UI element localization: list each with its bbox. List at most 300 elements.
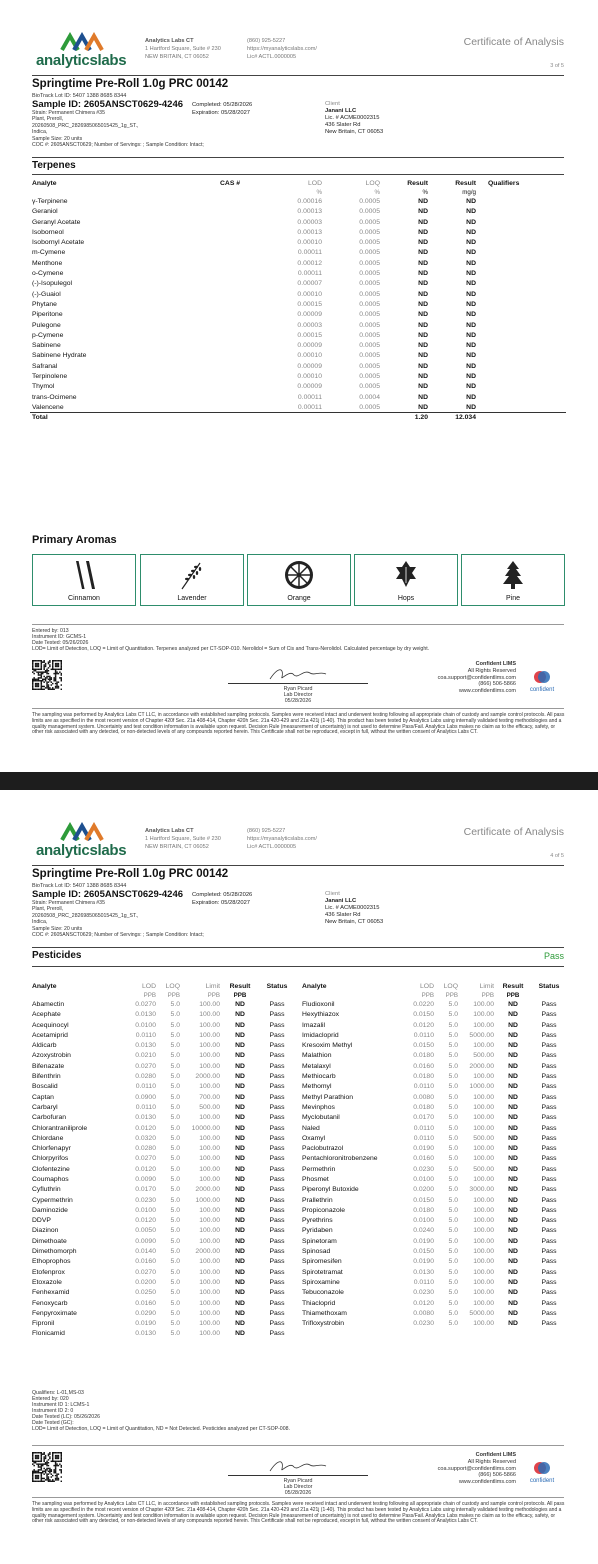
lod-value: 0.00015: [297, 331, 322, 339]
qualifier: [478, 392, 566, 402]
signer-name: Ryan Picard: [283, 1478, 313, 1484]
disclaimer: The sampling was performed by Analytics Labs CT LLC, in accordance with established sampling protocols. Samples were received intact and underwent testing following all appropriate chain of custody and sample control protocols. All pass limits are as specified in the most recent version of Chapter 420f Sec. 21a 408-414, Chapter 420h Sec. 21a 420-429 and 21a 421j (1-40). This product has been tested by Analytics Labs using internally validated testing methodologies and a quality management system. Uncertainty and test condition information is available upon request. Decision Rule (measurement of uncertainty) is not used to determine Pass/Fail. Analytics Labs makes no claim as to the efficacy, safety, or other risk associated with any detected, or non-detected levels of any compounds reported herein. This Certificate shall not be reproduced, except in full, without the written consent of Analytics Labs CT.: [32, 1501, 565, 1525]
loq-value: 5.0: [448, 1320, 458, 1328]
limit-value: 100.00: [199, 1278, 220, 1286]
result-value: ND: [235, 1000, 245, 1008]
analyte-name: Dimethomorph: [32, 1248, 77, 1256]
cas-number: [218, 392, 266, 402]
lab-website[interactable]: https://myanalyticslabs.com/: [247, 46, 317, 52]
lod-value: 0.0230: [135, 1196, 156, 1204]
table-row: [300, 1174, 568, 1184]
qualifier: [478, 340, 566, 350]
table-row: [30, 1329, 296, 1339]
loq-value: 5.0: [170, 1021, 180, 1029]
result-pct: ND: [418, 311, 428, 319]
loq-value: 0.0005: [359, 362, 380, 370]
col-status: Status: [266, 982, 288, 990]
status-value: Pass: [269, 1114, 285, 1122]
col-result: Result: [229, 982, 251, 990]
lod-value: 0.0190: [413, 1237, 434, 1245]
instrument-id: Instrument ID: GCMS-1: [32, 634, 87, 640]
limit-value: 3000.00: [469, 1186, 494, 1194]
limit-value: 100.00: [199, 1114, 220, 1122]
loq-value: 5.0: [448, 1062, 458, 1070]
lod-value: 0.0100: [413, 1175, 434, 1183]
lod-note: LOD= Limit of Detection, LOQ = Limit of Quantitation. Terpenes analyzed per CT-SOP-010. Nerolidol = Sum of Cis and Trans-Nerolidol. Calculated percentage by dry weight.: [32, 646, 430, 652]
limit-value: 2000.00: [195, 1248, 220, 1256]
aromas-title: Primary Aromas: [32, 534, 117, 546]
client-addr1: 436 Slater Rd: [325, 122, 361, 128]
pesticides-table-right: [300, 981, 568, 1329]
result-value: ND: [235, 1206, 245, 1214]
analyte-name: Coumaphos: [32, 1175, 69, 1183]
lod-value: 0.0080: [413, 1093, 434, 1101]
cas-number: [218, 310, 266, 320]
loq-value: 0.0005: [359, 249, 380, 257]
limit-value: 100.00: [473, 1299, 494, 1307]
lims-email[interactable]: coa.support@confidentlims.com: [437, 674, 516, 681]
table-row: [300, 1185, 568, 1195]
lod-value: 0.0120: [413, 1299, 434, 1307]
qualifier: [478, 402, 566, 412]
result-mg: ND: [466, 393, 476, 401]
status-value: Pass: [269, 1248, 285, 1256]
cas-number: [218, 207, 266, 217]
loq-value: 5.0: [448, 1011, 458, 1019]
status-value: Pass: [541, 1299, 557, 1307]
result-mg: ND: [466, 300, 476, 308]
table-row: [30, 207, 566, 217]
lod-value: 0.0110: [413, 1031, 434, 1039]
lims-web[interactable]: www.confidentlims.com: [458, 1479, 516, 1486]
table-row: [30, 320, 566, 330]
status-value: Pass: [541, 1124, 557, 1132]
analyte-name: Acephate: [32, 1011, 61, 1019]
client-name: Janani LLC: [325, 108, 357, 114]
result-value: ND: [508, 1309, 518, 1317]
unit: PPB: [167, 991, 180, 999]
limit-value: 100.00: [473, 1114, 494, 1122]
result-pct: ND: [418, 352, 428, 360]
table-row: [30, 1102, 296, 1112]
analyte-name: Spiromesifen: [302, 1258, 342, 1266]
status-value: Pass: [269, 1330, 285, 1338]
unit: [258, 991, 296, 999]
analyte-name: Fenhexamid: [32, 1289, 70, 1297]
analyte-name: Ethoprophos: [32, 1258, 71, 1266]
status-value: Pass: [541, 1021, 557, 1029]
client-label: Client: [325, 891, 340, 897]
table-row: [300, 1205, 568, 1215]
lod-value: 0.0050: [135, 1227, 156, 1235]
meta-sample-size: Sample Size: 20 units: [32, 925, 83, 932]
analyte-name: Spinosad: [302, 1248, 331, 1256]
table-row: [300, 1308, 568, 1318]
loq-value: 0.0005: [359, 239, 380, 247]
limit-value: 100.00: [473, 1073, 494, 1081]
footer-divider-2: [32, 1497, 564, 1498]
table-row: [300, 1164, 568, 1174]
col-loq: LOQ: [165, 982, 180, 990]
loq-value: 5.0: [448, 1145, 458, 1153]
status-value: Pass: [269, 1217, 285, 1225]
status-value: Pass: [269, 1031, 285, 1039]
lab-license: Lic# ACTL.0000005: [247, 54, 297, 60]
analyte-name: Imidacloprid: [302, 1031, 339, 1039]
lod-value: 0.00016: [297, 197, 322, 205]
loq-value: 5.0: [448, 1268, 458, 1276]
biotrack-id: BioTrack Lot ID: 5407 1388 8685 8344: [32, 883, 127, 889]
analyte-name: Diazinon: [32, 1227, 59, 1235]
aroma-name: Cinnamon: [68, 595, 100, 602]
result-value: ND: [508, 1175, 518, 1183]
table-row: [30, 227, 566, 237]
loq-value: 5.0: [170, 1330, 180, 1338]
analyte-name: Thymol: [32, 383, 55, 391]
lod-value: 0.0200: [135, 1278, 156, 1286]
analyte-name: Etofenprox: [32, 1268, 65, 1276]
table-header-row: [30, 981, 296, 991]
result-pct: ND: [418, 290, 428, 298]
status-value: Pass: [541, 1093, 557, 1101]
loq-value: 5.0: [170, 1175, 180, 1183]
result-value: ND: [508, 1114, 518, 1122]
loq-value: 0.0005: [359, 280, 380, 288]
status-value: Pass: [269, 1145, 285, 1153]
table-row: [300, 1277, 568, 1287]
table-row: [30, 1288, 296, 1298]
result-value: ND: [508, 1196, 518, 1204]
aroma-card: [354, 554, 458, 606]
confident-logo-icon: [533, 1460, 551, 1476]
status-value: Pass: [269, 1000, 285, 1008]
analyte-name: Thiamethoxam: [302, 1309, 347, 1317]
lod-value: 0.00010: [297, 239, 322, 247]
table-row: [30, 1267, 296, 1277]
table-row: [30, 1123, 296, 1133]
coa-title: Certificate of Analysis: [463, 826, 564, 838]
date-tested-gc: Date Tested (GC):: [32, 1420, 74, 1426]
loq-value: 5.0: [170, 1227, 180, 1235]
status-value: Pass: [269, 1093, 285, 1101]
loq-value: 5.0: [170, 1103, 180, 1111]
loq-value: 5.0: [448, 1289, 458, 1297]
limit-value: 100.00: [473, 1124, 494, 1132]
total-row: [30, 413, 566, 423]
analyte-name: Myclobutanil: [302, 1114, 340, 1122]
col-result-mg: Result: [455, 179, 476, 187]
col-lod: LOD: [308, 179, 322, 187]
table-row: [300, 1082, 568, 1092]
unit: mg/g: [462, 188, 476, 196]
client-license: Lic. # ACME0002315: [325, 905, 380, 911]
section-title: Pesticides: [32, 950, 82, 961]
lod-value: 0.0120: [135, 1124, 156, 1132]
table-row: [30, 382, 566, 392]
analyte-name: Paclobutrazol: [302, 1145, 344, 1153]
lod-value: 0.0120: [135, 1217, 156, 1225]
loq-value: 5.0: [448, 1227, 458, 1235]
lab-website[interactable]: https://myanalyticslabs.com/: [247, 836, 317, 842]
table-row: [30, 1143, 296, 1153]
lod-value: 0.0160: [413, 1155, 434, 1163]
lod-value: 0.0130: [135, 1330, 156, 1338]
analyte-name: Imazalil: [302, 1021, 326, 1029]
loq-value: 5.0: [448, 1309, 458, 1317]
result-value: ND: [235, 1073, 245, 1081]
analyte-name: Pyrethrins: [302, 1217, 333, 1225]
result-value: ND: [235, 1011, 245, 1019]
lod-value: 0.0100: [413, 1217, 434, 1225]
result-value: ND: [508, 1258, 518, 1266]
status-value: Pass: [541, 1114, 557, 1122]
unit: PPB: [481, 991, 494, 999]
result-pct: ND: [418, 239, 428, 247]
table-row: [30, 1040, 296, 1050]
pine-icon: [499, 559, 527, 591]
result-value: ND: [508, 1278, 518, 1286]
lod-value: 0.0110: [413, 1134, 434, 1142]
analyte-name: Spinetoram: [302, 1237, 337, 1245]
sign-date: 05/28/2026: [284, 1490, 312, 1496]
table-row: [300, 1236, 568, 1246]
result-pct: ND: [418, 300, 428, 308]
lod-value: 0.0130: [135, 1114, 156, 1122]
table-row: [30, 196, 566, 206]
result-value: ND: [508, 1083, 518, 1091]
loq-value: 0.0005: [359, 311, 380, 319]
result-value: ND: [508, 1134, 518, 1142]
analyte-name: Bifenthrin: [32, 1073, 61, 1081]
unit: PPB: [207, 991, 220, 999]
qualifier: [478, 237, 566, 247]
result-mg: ND: [466, 331, 476, 339]
qualifier: [478, 196, 566, 206]
result-value: ND: [235, 1258, 245, 1266]
table-row: [30, 248, 566, 258]
loq-value: 5.0: [448, 1052, 458, 1060]
cas-number: [218, 268, 266, 278]
status-value: Pass: [269, 1268, 285, 1276]
result-value: ND: [235, 1145, 245, 1153]
analyte-name: Terpinolene: [32, 372, 68, 380]
limit-value: 100.00: [199, 1155, 220, 1163]
status-value: Pass: [269, 1134, 285, 1142]
analyte-name: Fenoxycarb: [32, 1299, 68, 1307]
qr-code[interactable]: [32, 1452, 62, 1482]
table-row: [30, 268, 566, 278]
lod-value: 0.0090: [135, 1175, 156, 1183]
lod-value: 0.00003: [297, 218, 322, 226]
table-row: [300, 1051, 568, 1061]
analyte-name: Bifenazate: [32, 1062, 65, 1070]
loq-value: 0.0005: [359, 290, 380, 298]
loq-value: 5.0: [170, 1278, 180, 1286]
result-value: ND: [235, 1062, 245, 1070]
result-value: ND: [508, 1299, 518, 1307]
lod-value: 0.0210: [135, 1052, 156, 1060]
analyte-name: Sabinene Hydrate: [32, 352, 87, 360]
cas-number: [218, 340, 266, 350]
limit-value: 100.00: [199, 1083, 220, 1091]
limit-value: 100.00: [473, 1145, 494, 1153]
limit-value: 100.00: [199, 1031, 220, 1039]
lod-value: 0.00010: [297, 372, 322, 380]
result-value: ND: [235, 1134, 245, 1142]
loq-value: 5.0: [448, 1103, 458, 1111]
analyte-name: Methyl Parathion: [302, 1093, 354, 1101]
lims-info: [400, 1452, 516, 1486]
result-value: ND: [508, 1320, 518, 1328]
col-qualifiers: Qualifiers: [488, 179, 520, 187]
analyte-name: Hexythiazox: [302, 1011, 340, 1019]
lab-phone: (860) 925-5227: [247, 38, 286, 44]
analyte-name: Cyfluthrin: [32, 1186, 61, 1194]
lod-value: 0.0150: [413, 1248, 434, 1256]
col-cas: CAS #: [220, 179, 241, 187]
status-value: Pass: [541, 1186, 557, 1194]
qr-code-icon: [32, 1452, 62, 1482]
table-row: [30, 392, 566, 402]
limit-value: 100.00: [473, 1042, 494, 1050]
lod-value: 0.00011: [297, 403, 322, 411]
limit-value: 2000.00: [195, 1073, 220, 1081]
limit-value: 100.00: [473, 1227, 494, 1235]
table-row: [30, 289, 566, 299]
loq-value: 5.0: [170, 1042, 180, 1050]
table-row: [30, 1257, 296, 1267]
table-header-row: [30, 178, 566, 188]
signature-block: [228, 1475, 368, 1496]
limit-value: 100.00: [473, 1248, 494, 1256]
loq-value: 0.0005: [359, 197, 380, 205]
result-mg: ND: [466, 311, 476, 319]
qualifier: [478, 279, 566, 289]
loq-value: 0.0005: [359, 321, 380, 329]
analyte-name: Trifloxystrobin: [302, 1320, 345, 1328]
unit: [30, 991, 116, 999]
lod-value: 0.0090: [135, 1237, 156, 1245]
status-value: Pass: [541, 1196, 557, 1204]
qr-code[interactable]: [32, 660, 62, 690]
limit-value: 100.00: [199, 1258, 220, 1266]
footer-divider: [32, 624, 564, 625]
status-value: Pass: [541, 1237, 557, 1245]
result-mg: ND: [466, 259, 476, 267]
result-value: ND: [508, 1062, 518, 1070]
result-mg: ND: [466, 403, 476, 411]
lims-web[interactable]: www.confidentlims.com: [458, 688, 516, 695]
qualifier: [478, 268, 566, 278]
limit-value: 100.00: [199, 1268, 220, 1276]
loq-value: 5.0: [448, 1186, 458, 1194]
loq-value: 5.0: [170, 1237, 180, 1245]
loq-value: 5.0: [448, 1217, 458, 1225]
status-value: Pass: [541, 1042, 557, 1050]
page-header: [0, 0, 598, 75]
table-row: [30, 351, 566, 361]
col-lod: LOD: [420, 982, 434, 990]
analyte-name: Chlorpyrifos: [32, 1155, 69, 1163]
result-pct: ND: [418, 280, 428, 288]
table-row: [30, 1205, 296, 1215]
analyticslabs-logo: [36, 32, 127, 72]
analyte-name: DDVP: [32, 1217, 51, 1225]
lod-value: 0.0130: [135, 1011, 156, 1019]
signature-icon: [268, 1457, 328, 1475]
lod-value: 0.0110: [413, 1278, 434, 1286]
loq-value: 0.0005: [359, 383, 380, 391]
meta-strain: Strain: Permanent Chimera #35: [32, 110, 105, 116]
limit-value: 100.00: [473, 1155, 494, 1163]
loq-value: 5.0: [448, 1021, 458, 1029]
analyte-name: Abamectin: [32, 1000, 65, 1008]
sample-meta: [32, 110, 204, 148]
status-value: Pass: [269, 1196, 285, 1204]
table-row: [30, 1216, 296, 1226]
aromas-grid: [32, 554, 566, 606]
result-value: ND: [508, 1206, 518, 1214]
table-row: [30, 1308, 296, 1318]
lod-value: 0.00013: [297, 208, 322, 216]
result-value: ND: [235, 1165, 245, 1173]
analyte-name: Flonicamid: [32, 1330, 65, 1338]
cas-number: [218, 351, 266, 361]
limit-value: 100.00: [473, 1103, 494, 1111]
limit-value: 100.00: [473, 1011, 494, 1019]
limit-value: 100.00: [199, 1165, 220, 1173]
lab-name: Analytics Labs CT: [145, 38, 194, 44]
lims-email[interactable]: coa.support@confidentlims.com: [437, 1465, 516, 1472]
limit-value: 100.00: [199, 1011, 220, 1019]
analyte-name: Prallethrin: [302, 1196, 333, 1204]
table-row: [300, 1195, 568, 1205]
result-value: ND: [235, 1083, 245, 1091]
aroma-name: Hops: [397, 595, 415, 602]
status-value: Pass: [541, 1227, 557, 1235]
loq-value: 5.0: [448, 1237, 458, 1245]
col-loq: LOQ: [443, 982, 458, 990]
table-row: [30, 1082, 296, 1092]
analyte-name: Pulegone: [32, 321, 61, 329]
lod-value: 0.00009: [297, 311, 322, 319]
result-pct: ND: [418, 383, 428, 391]
confident-logo-icon: [533, 669, 551, 685]
terpenes-table: [30, 178, 566, 423]
loq-value: 0.0005: [359, 208, 380, 216]
col-analyte: Analyte: [32, 982, 57, 990]
table-row: [30, 1174, 296, 1184]
lims-name: Confident LIMS: [475, 1452, 516, 1458]
limit-value: 100.00: [473, 1268, 494, 1276]
table-row: [300, 999, 568, 1009]
result-mg: ND: [466, 342, 476, 350]
lod-value: 0.00009: [297, 342, 322, 350]
lod-value: 0.00011: [297, 393, 322, 401]
unit: %: [374, 188, 380, 196]
lod-value: 0.0080: [413, 1309, 434, 1317]
analyte-name: Metalaxyl: [302, 1062, 331, 1070]
result-pct: ND: [418, 331, 428, 339]
loq-value: 5.0: [170, 1206, 180, 1214]
analyte-name: Etoxazole: [32, 1278, 62, 1286]
aroma-card: [247, 554, 351, 606]
status-value: Pass: [541, 1258, 557, 1266]
loq-value: 5.0: [170, 1248, 180, 1256]
limit-value: 500.00: [473, 1052, 494, 1060]
col-limit: Limit: [205, 982, 220, 990]
cas-number: [218, 289, 266, 299]
